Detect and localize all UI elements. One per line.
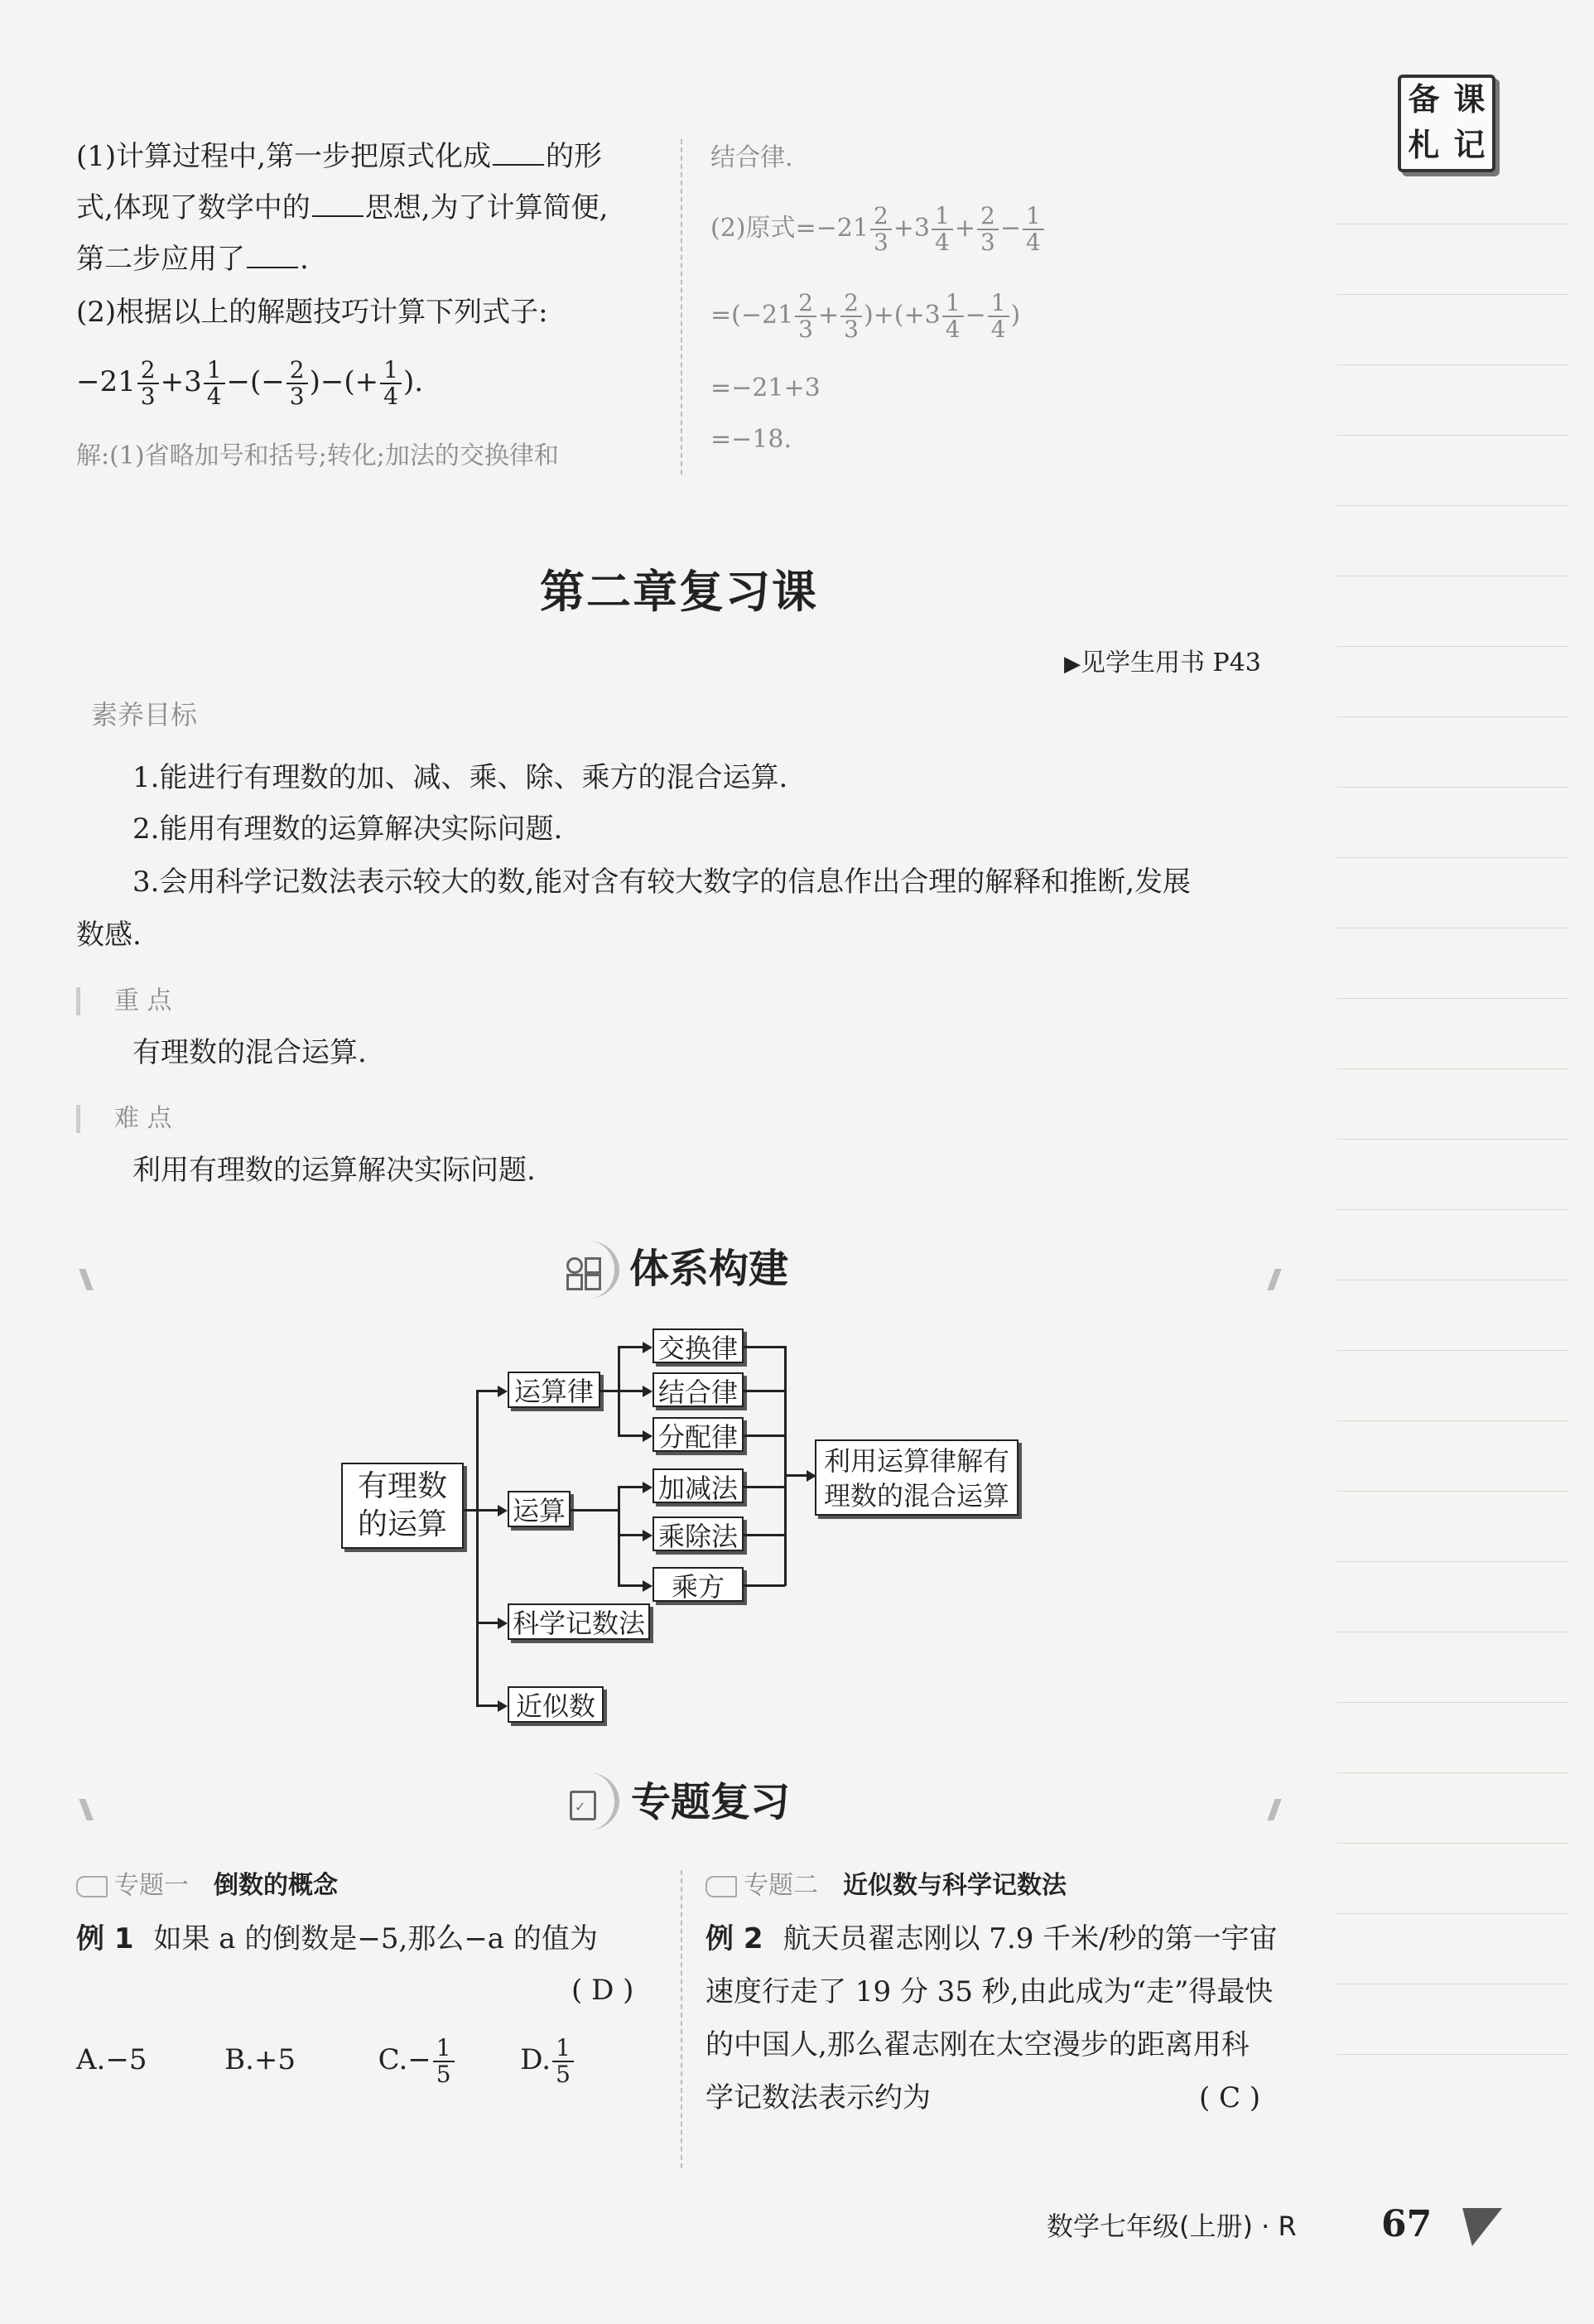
stamp-char: 课 [1453, 81, 1486, 118]
notes-stamp [1398, 75, 1495, 172]
solution-line-2: 结合律. [710, 143, 793, 172]
key-text: 有理数的混合运算. [132, 1036, 367, 1069]
diagram-root: 有理数 的运算 [341, 1463, 464, 1549]
option-a: A.−5 [76, 2043, 147, 2076]
example-2-line-1: 例 2 航天员翟志刚以 7.9 千米/秒的第一宇宙 [706, 1922, 1278, 1955]
node-laws: 运算律 [508, 1372, 600, 1408]
solution-line-6: =−18. [710, 425, 792, 454]
example-1: 例 1 如果 a 的倒数是−5,那么−a 的值为 [76, 1922, 598, 1955]
example-2-answer: ( C ) [1199, 2081, 1261, 2114]
node-scientific-notation: 科学记数法 [508, 1603, 650, 1640]
question-line-3: 第二步应用了 . [76, 243, 309, 276]
key-heading: 重 点 [114, 986, 172, 1015]
node-approximate: 近似数 [508, 1686, 604, 1723]
node-power: 乘方 [653, 1567, 744, 1602]
play-triangle-icon: ▶ [1064, 652, 1081, 677]
solution-line-4: =(−21 $\frac{2}{3}$ + $\frac{2}{3}$ )+(+3 $\frac{1}{4}$ − $\frac{1}{4}$ ) [710, 289, 1021, 343]
question-expression: −21 $\frac{2}{3}$ +3 $\frac{1}{4}$ −(− $\frac{2}{3}$ )−(+ $\frac{1}{4}$ ). [76, 356, 424, 410]
corner-decoration-icon [1452, 2208, 1502, 2246]
solution-line-3: (2)原式=−21 $\frac{2}{3}$ +3 $\frac{1}{4}$ + $\frac{2}{3}$ − $\frac{1}{4}$ [710, 203, 1046, 255]
node-operations: 运算 [508, 1491, 571, 1527]
node-associative: 结合律 [653, 1372, 744, 1407]
node-commutative: 交换律 [653, 1328, 744, 1363]
goal-2: 2.能用有理数的运算解决实际问题. [132, 812, 563, 846]
node-result: 利用运算律解有 理数的混合运算 [815, 1439, 1019, 1516]
tag-icon [706, 1876, 737, 1897]
section-title-review: 专题复习 [631, 1779, 791, 1825]
goals-heading: 素养目标 [91, 699, 198, 730]
section-title-structure: 体系构建 [629, 1246, 789, 1292]
question-line-1: (1)计算过程中,第一步把原式化成 的形 [76, 140, 602, 173]
node-add-subtract: 加减法 [653, 1468, 744, 1503]
key-marker [76, 987, 80, 1015]
goal-3: 3.会用科学记数法表示较大的数,能对含有较大数字的信息作出合理的解释和推断,发展 [132, 865, 1192, 899]
student-book-ref: ▶见学生用书 P43 [1064, 649, 1261, 677]
solution-line-5: =−21+3 [710, 374, 821, 403]
section-rule-left [79, 1799, 109, 1820]
example-1-answer: ( D ) [571, 1974, 634, 2007]
stamp-char: 记 [1453, 127, 1486, 163]
solution-line-1: 解:(1)省略加号和括号;转化;加法的交换律和 [76, 441, 559, 470]
node-multiply-divide: 乘除法 [653, 1516, 744, 1551]
difficulty-marker [76, 1105, 80, 1133]
goal-3-cont: 数感. [76, 919, 142, 952]
column-divider [681, 139, 682, 475]
option-c: C.− $\frac{1}{5}$ [378, 2043, 456, 2076]
section-rule-right [1250, 1269, 1281, 1290]
tag-icon [76, 1876, 108, 1897]
grid-icon [556, 1241, 619, 1299]
footer-book-label: 数学七年级(上册) · R [1047, 2211, 1297, 2242]
question-line-2: 式,体现了数学中的 思想,为了计算简便, [76, 191, 609, 224]
stamp-char: 备 [1408, 81, 1440, 118]
example-1-options [76, 2034, 575, 2087]
option-d: D. $\frac{1}{5}$ [520, 2043, 575, 2076]
option-b: B.+5 [224, 2043, 296, 2076]
checklist-icon: ✓ [556, 1772, 619, 1830]
example-2-line-3: 的中国人,那么翟志刚在太空漫步的距离用科 [706, 2028, 1250, 2061]
chapter-title: 第二章复习课 [540, 566, 818, 618]
difficulty-heading: 难 点 [114, 1104, 172, 1133]
stamp-char: 札 [1408, 127, 1440, 163]
example-2-line-4: 学记数法表示约为 [706, 2081, 931, 2114]
topic-2-header: 专题二 近似数与科学记数法 [706, 1860, 1067, 1912]
section-rule-right [1250, 1799, 1281, 1820]
topic-1-header: 专题一 倒数的概念 [76, 1860, 338, 1912]
section-rule-left [79, 1269, 109, 1290]
column-divider [681, 1870, 682, 2168]
difficulty-text: 利用有理数的运算解决实际问题. [132, 1154, 536, 1187]
goal-1: 1.能进行有理数的加、减、乘、除、乘方的混合运算. [132, 761, 788, 794]
example-2-line-2: 速度行走了 19 分 35 秒,由此成为“走”得最快 [706, 1975, 1274, 2008]
page-number: 67 [1381, 2203, 1433, 2245]
question-line-4: (2)根据以上的解题技巧计算下列式子: [76, 296, 548, 329]
node-distributive: 分配律 [653, 1417, 744, 1452]
